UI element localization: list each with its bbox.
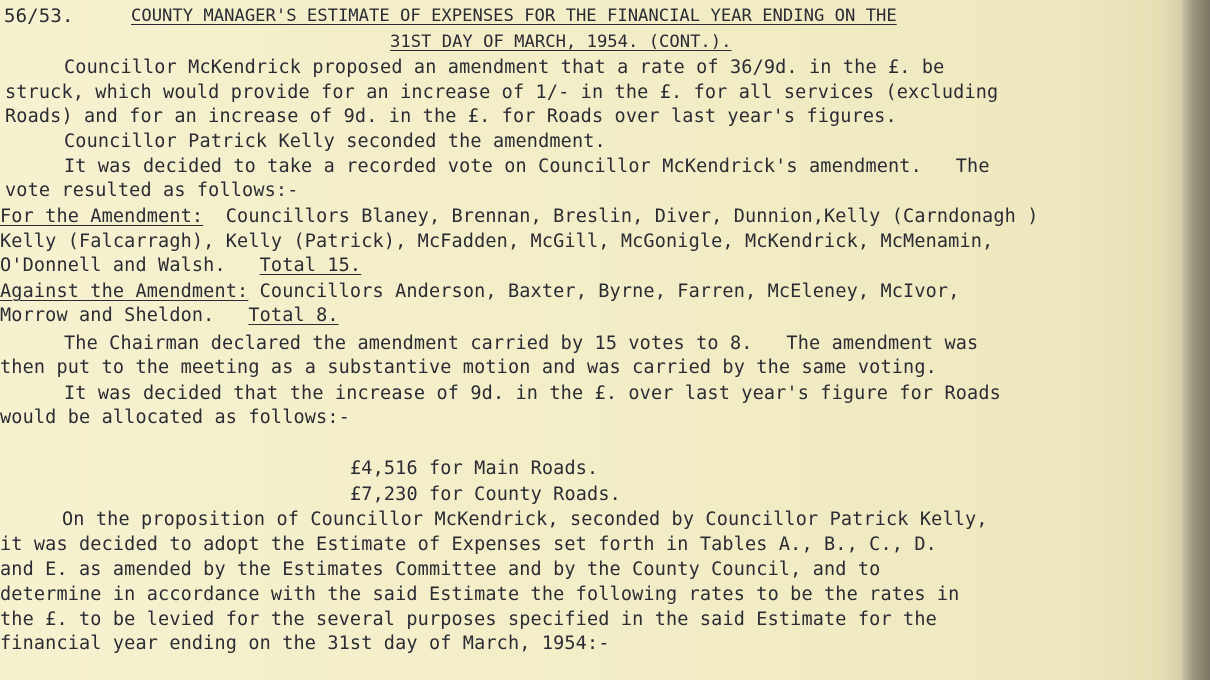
paragraph-1-line-3: Roads) and for an increase of 9d. in the £. for Roads over last year's figures. (5, 106, 897, 127)
allocation-county-roads: £7,230 for County Roads. (350, 484, 621, 505)
heading-line-2: 31ST DAY OF MARCH, 1954. (CONT.). (390, 32, 732, 52)
vote-for-total: Total 15. (259, 255, 362, 276)
paragraph-5-line-1: It was decided that the increase of 9d. in the £. over last year's figure for Roads (64, 383, 1001, 404)
paragraph-2: Councillor Patrick Kelly seconded the amendment. (64, 131, 606, 152)
vote-for-names-3: O'Donnell and Walsh. (0, 255, 260, 276)
paragraph-6-line-2: it was decided to adopt the Estimate of Expenses set forth in Tables A., B., C., D. (0, 534, 937, 555)
paragraph-1-line-2: struck, which would provide for an increase of 1/- in the £. for all services (excluding (5, 82, 999, 103)
page-binding-edge (1182, 0, 1210, 680)
paragraph-4-line-1: The Chairman declared the amendment carried by 15 votes to 8. The amendment was (64, 333, 979, 354)
paragraph-6-line-1: On the proposition of Councillor McKendrick, seconded by Councillor Patrick Kelly, (62, 509, 988, 530)
paragraph-6-line-4: determine in accordance with the said Estimate the following rates to be the rates in (0, 584, 960, 605)
vote-against-total: Total 8. (248, 305, 339, 326)
vote-for-line-1 (0, 206, 1039, 228)
minute-reference: 56/53. (4, 5, 74, 27)
vote-for-names-1: Councillors Blaney, Brennan, Breslin, Diver, Dunnion,Kelly (Carndonagh ) (203, 206, 1039, 227)
paragraph-5-line-2: would be allocated as follows:- (0, 407, 350, 428)
paragraph-6-line-5: the £. to be levied for the several purposes specified in the said Estimate for the (0, 609, 937, 630)
allocation-main-roads: £4,516 for Main Roads. (350, 458, 599, 479)
vote-against-names-1: Councillors Anderson, Baxter, Byrne, Farren, McEleney, McIvor, (248, 281, 960, 302)
vote-against-label: Against the Amendment: (0, 281, 249, 302)
paragraph-3-line-1: It was decided to take a recorded vote on Councillor McKendrick's amendment. The (64, 156, 990, 177)
paragraph-6-line-6: financial year ending on the 31st day of March, 1954:- (0, 633, 610, 654)
paragraph-3-line-2: vote resulted as follows:- (5, 180, 299, 201)
paragraph-1-line-1: Councillor McKendrick proposed an amendment that a rate of 36/9d. in the £. be (64, 57, 945, 78)
vote-for-line-3 (0, 255, 361, 277)
vote-against-names-2: Morrow and Sheldon. (0, 305, 249, 326)
vote-for-label: For the Amendment: (0, 206, 204, 227)
vote-for-line-2: Kelly (Falcarragh), Kelly (Patrick), McFadden, McGill, McGonigle, McKendrick, McMenamin, (0, 231, 994, 252)
paragraph-4-line-2: then put to the meeting as a substantive motion and was carried by the same voting. (0, 357, 937, 378)
vote-against-line-2 (0, 305, 339, 327)
heading-line-1: COUNTY MANAGER'S ESTIMATE OF EXPENSES FOR THE FINANCIAL YEAR ENDING ON THE (131, 6, 897, 26)
vote-against-line-1 (0, 281, 959, 303)
paragraph-6-line-3: and E. as amended by the Estimates Committee and by the County Council, and to (0, 559, 881, 580)
